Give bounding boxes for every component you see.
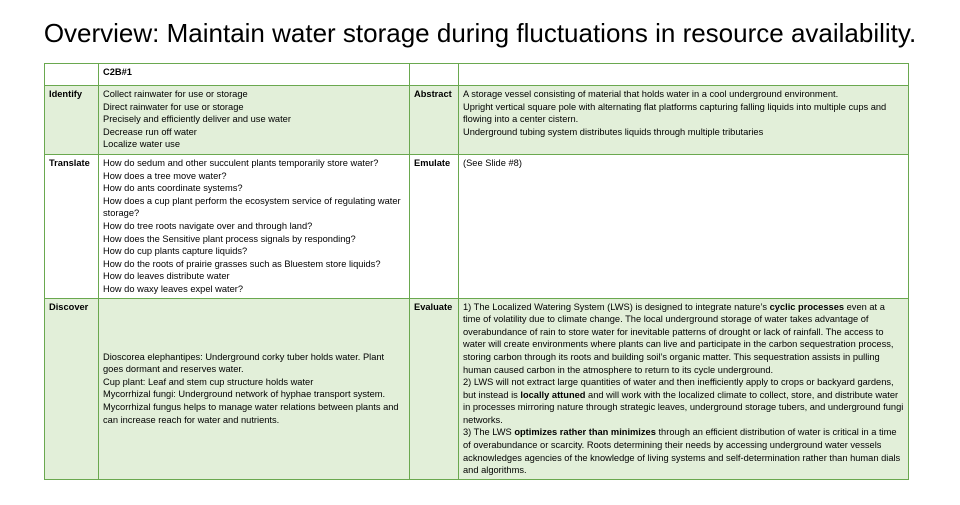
list-item: Underground tubing system distributes liquids through multiple tributaries [463, 126, 764, 137]
evaluate-label: Evaluate [410, 298, 459, 479]
header-row [45, 64, 909, 86]
design-table [44, 63, 909, 480]
translate-label: Translate [45, 155, 99, 299]
header-empty-cell [45, 64, 99, 86]
emphasis-text: locally attuned [520, 389, 586, 400]
list-item: How does the Sensitive plant process signals by responding? [103, 233, 356, 244]
discover-list [103, 301, 405, 427]
evaluate-paragraph-2: 2) LWS will not extract large quantities of water and then inefficiently apply to crops or backyard gardens, but instead is locally attuned and will work with the localized climate to collect, store, and distribute water in processes mirroring nature through strategic leaves, underground storage tubers, and underground fungi networks. [463, 377, 904, 425]
list-item: Upright vertical square pole with alternating flat platforms capturing falling liquids into multiple cups and flowing into a center cistern. [463, 101, 887, 125]
challenge-code: C2B#1 [99, 64, 410, 86]
list-item: Decrease run off water [103, 126, 197, 137]
identify-label: Identify [45, 86, 99, 155]
list-item: How do the roots of prairie grasses such as Bluestem store liquids? [103, 258, 381, 269]
header-empty-cell [459, 64, 909, 86]
list-item: Localize water use [103, 139, 180, 150]
slide-title: Overview: Maintain water storage during fluctuations in resource availability. [43, 18, 917, 48]
list-item: How do tree roots navigate over and through land? [103, 220, 313, 231]
list-item: How do waxy leaves expel water? [103, 283, 244, 294]
translate-content [99, 155, 410, 299]
discover-label: Discover [45, 298, 99, 479]
emulate-label: Emulate [410, 155, 459, 299]
list-item: How do ants coordinate systems? [103, 183, 243, 194]
list-item: Collect rainwater for use or storage [103, 89, 248, 99]
list-item: Direct rainwater for use or storage [103, 101, 244, 112]
list-item: Precisely and efficiently deliver and use water [103, 114, 291, 125]
evaluate-paragraph-3: 3) The LWS optimizes rather than minimizes through an efficient distribution of water is critical in a time of overabundance or scarcity. Roots determining their needs by accessing underground water vessels acknowledges agencies of the knowledge of living systems and self-determination rather than human dials and algorithms. [463, 427, 901, 476]
list-item: A storage vessel consisting of material that holds water in a cool underground environment. [463, 89, 839, 99]
emulate-content: (See Slide #8) [459, 155, 909, 299]
header-empty-cell [410, 64, 459, 86]
list-item: Mycorrhizal fungi: Underground network of hyphae transport system. Mycorrhizal fungus helps to manage water relations between plants and can increase reach for water and nutrients. [103, 389, 399, 425]
discover-row [45, 298, 909, 479]
evaluate-paragraph-1: 1) The Localized Watering System (LWS) is designed to integrate nature’s cyclic processes even at a time of volatility due to climate change. The local underground storage of water takes advantage of overabundance of rain to store water for inevitable patterns of drought or lack of rainfall. The access to water will create environments where plants can live and participate in the carbon sequestration process, storing carbon through its roots and building soil’s organic matter. This sequestration assists in pulling human caused carbon in the atmosphere to return to its cycle underground. [463, 301, 894, 375]
abstract-label: Abstract [410, 86, 459, 155]
translate-row [45, 155, 909, 299]
list-item: How do sedum and other succulent plants temporarily store water? [103, 158, 379, 168]
list-item: How do cup plants capture liquids? [103, 246, 248, 257]
abstract-content [459, 86, 909, 155]
discover-content [99, 298, 410, 479]
list-item: Cup plant: Leaf and stem cup structure holds water [103, 376, 314, 387]
list-item: How do leaves distribute water [103, 271, 230, 282]
list-item: How does a cup plant perform the ecosystem service of regulating water storage? [103, 195, 401, 219]
identify-row [45, 86, 909, 155]
list-item: Dioscorea elephantipes: Underground corky tuber holds water. Plant goes dormant and reserves water. [103, 351, 385, 375]
identify-content [99, 86, 410, 155]
list-item: How does a tree move water? [103, 170, 227, 181]
emphasis-text: optimizes rather than minimizes [514, 427, 656, 438]
evaluate-content [459, 298, 909, 479]
emphasis-text: cyclic processes [769, 301, 845, 312]
